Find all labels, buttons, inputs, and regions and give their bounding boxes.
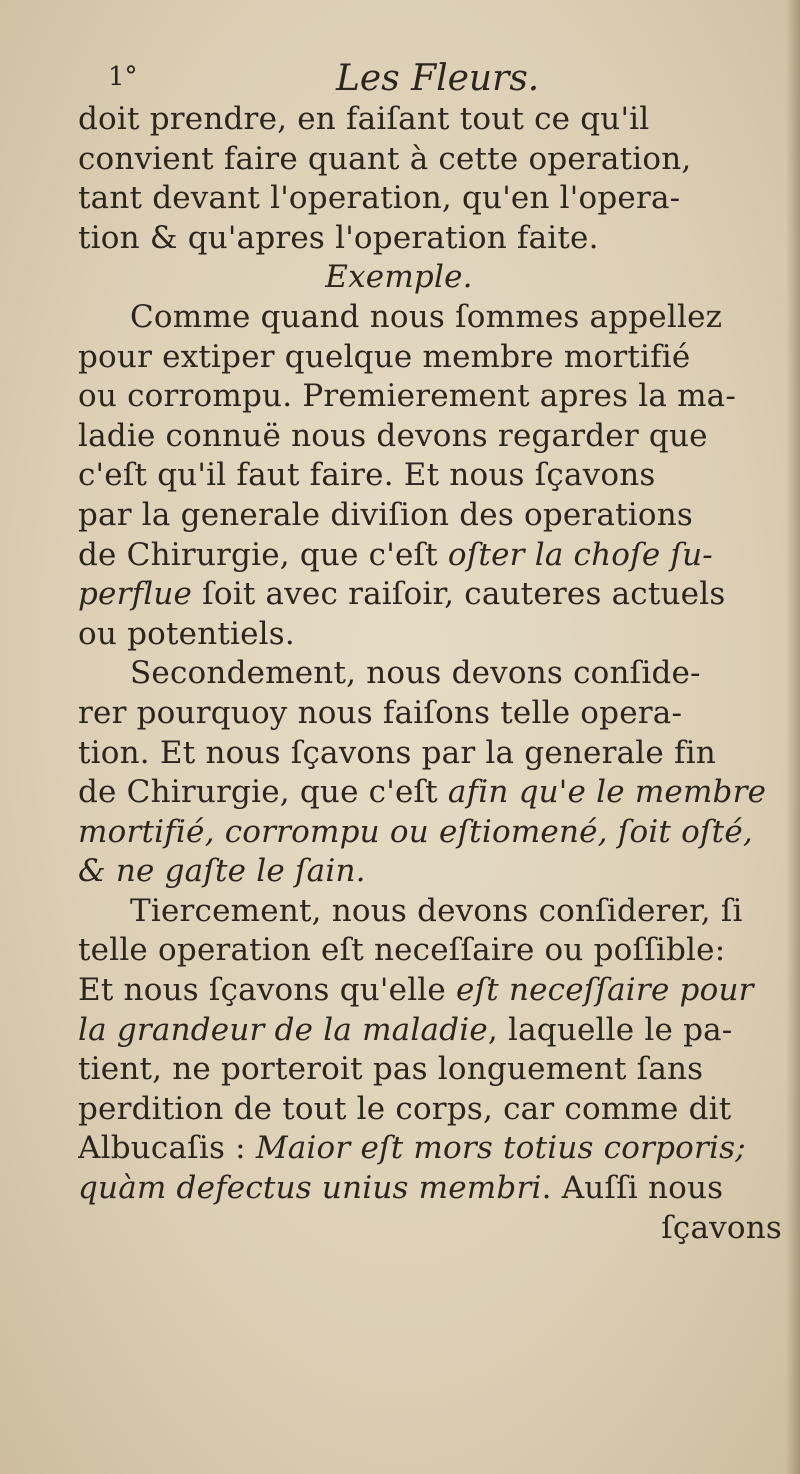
italic-run: & ne gaſte le ſain. — [78, 853, 366, 890]
italic-run: Maior eſt mors totius corporis; — [255, 1130, 746, 1167]
text-line: tant devant l'operation, qu'en l'opera- — [78, 180, 681, 217]
text-line — [78, 971, 790, 1011]
text-line: Comme quand nous ſommes appellez — [130, 298, 723, 335]
text-line — [78, 1169, 790, 1209]
text-line: rer pourquoy nous faiſons telle opera- — [78, 694, 683, 731]
text-line: ladie connuë nous devons regarder que — [78, 417, 708, 454]
text-line: tion. Et nous ſçavons par la generale fin — [78, 734, 716, 771]
heading-text: Exemple. — [325, 259, 473, 296]
catchword: ſçavons — [661, 1209, 782, 1246]
text-line: c'eſt qu'il faut faire. Et nous ſçavons — [78, 457, 656, 494]
text-line: doit prendre, en faiſant tout ce qu'il — [78, 101, 650, 137]
text-line: ou corrompu. Premierement apres la ma- — [78, 378, 737, 415]
text-line: convient faire quant à cette operation, — [78, 140, 692, 177]
italic-run: perflue — [78, 576, 193, 613]
text-line — [78, 813, 790, 853]
text-run: Et nous ſçavons qu'elle — [78, 972, 457, 1009]
text-line: telle operation eſt neceſſaire ou poſſible: — [78, 932, 726, 969]
text-line — [78, 773, 790, 813]
text-line — [78, 852, 790, 892]
text-line: perdition de tout le corps, car comme dit — [78, 1090, 732, 1127]
text-line — [78, 536, 790, 576]
text-run: de Chirurgie, que c'eſt — [78, 774, 448, 811]
italic-run: mortifié, corrompu ou eſtiomené, ſoit oſté, — [78, 813, 753, 850]
text-line: Secondement, nous devons conſide- — [130, 655, 701, 692]
running-title: Les Fleurs. — [336, 58, 540, 99]
italic-run: afin qu'e le membre — [447, 774, 767, 811]
italic-run: quàm defectus unius membri — [78, 1170, 542, 1207]
italic-run: oſter la choſe ſu- — [447, 536, 713, 573]
text-run: Albucaſis : — [78, 1130, 256, 1167]
page-header — [108, 58, 740, 102]
text-line — [78, 575, 790, 615]
page-folio: 1° — [108, 62, 138, 92]
text-run: ſoit avec raiſoir, cauteres actuels — [192, 576, 726, 613]
text-line: tient, ne porteroit pas longuement ſans — [78, 1051, 704, 1088]
body-text — [78, 100, 790, 1248]
text-line — [78, 1129, 790, 1169]
text-line: ou potentiels. — [78, 615, 295, 652]
italic-run: la grandeur de la maladie — [78, 1011, 488, 1048]
section-heading — [78, 258, 790, 298]
text-run: de Chirurgie, que c'eſt — [78, 536, 448, 573]
italic-run: eſt neceſſaire pour — [456, 972, 754, 1009]
text-line: pour extiper quelque membre mortifié — [78, 338, 691, 375]
text-run: . Auſſi nous — [541, 1170, 724, 1207]
text-line: Tiercement, nous devons conſiderer, ſi — [130, 892, 743, 929]
text-line: par la generale diviſion des operations — [78, 496, 694, 533]
text-line — [78, 1011, 790, 1051]
text-run: , laquelle le pa- — [487, 1011, 733, 1048]
text-line: tion & qu'apres l'operation faite. — [78, 219, 599, 256]
